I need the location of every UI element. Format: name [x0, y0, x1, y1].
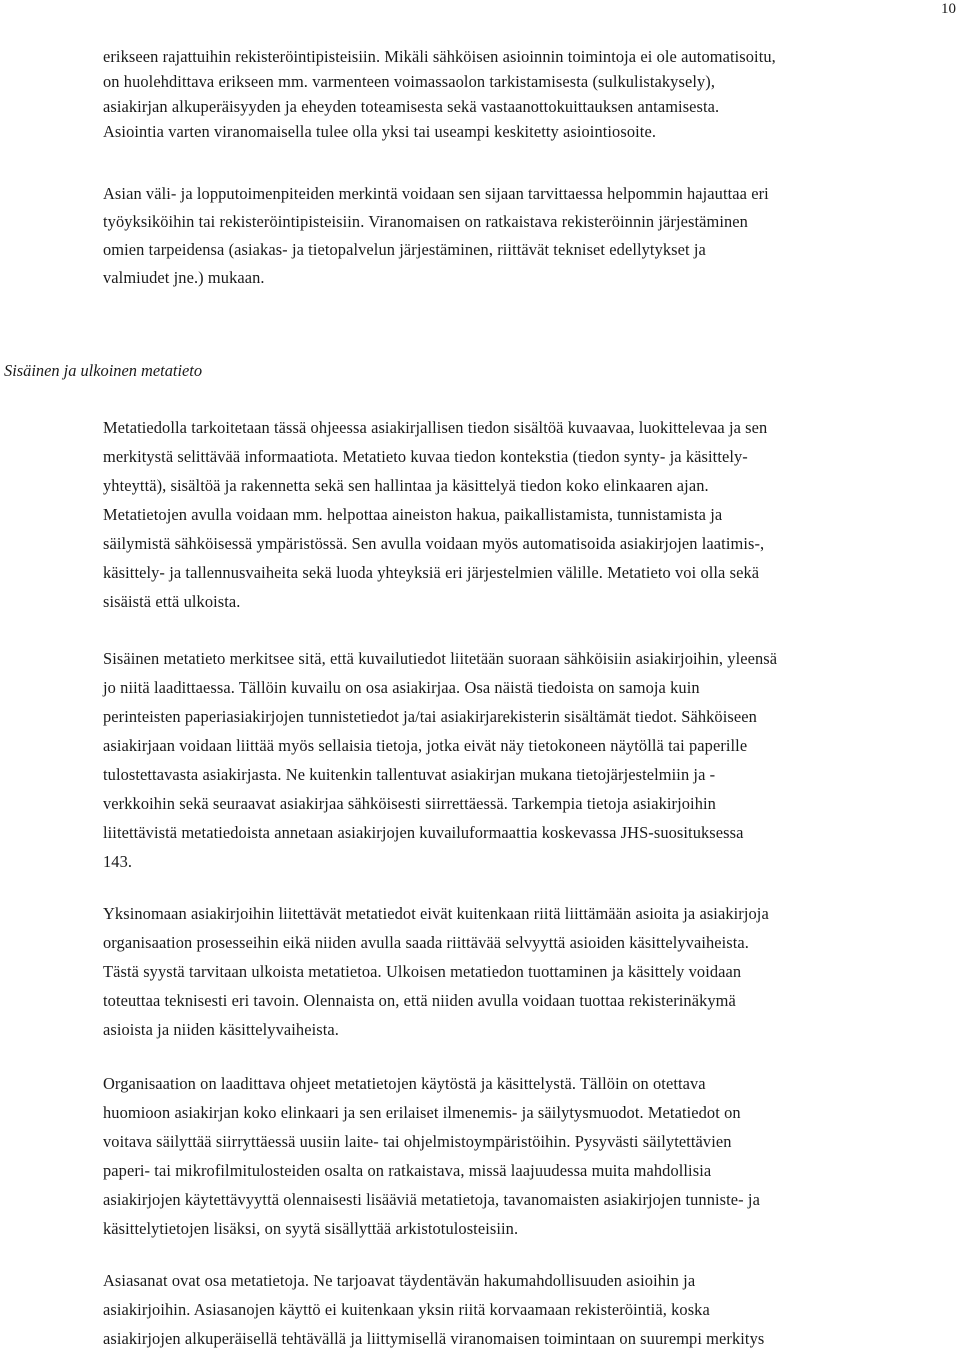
text-line: huomioon asiakirjan koko elinkaari ja sen erilaiset ilmenemis- ja säilytysmuodot. Metatiedot on — [103, 1103, 741, 1122]
text-line: säilymistä sähköisessä ympäristössä. Sen avulla voidaan myös automatisoida asiakirjojen laatimis-, — [103, 534, 765, 553]
text-line: käsittely- ja tallennusvaiheita sekä luoda yhteyksiä eri järjestelmien välille. Metatieto voi olla sekä — [103, 563, 760, 582]
text-line: Yksinomaan asiakirjoihin liitettävät metatiedot eivät kuitenkaan riitä liittämään asioita ja asiakirjoja — [103, 904, 769, 923]
text-line: verkkoihin sekä seuraavat asiakirjaa sähköisesti siirrettäessä. Tarkempia tietoja asiakirjoihin — [103, 794, 716, 813]
text-line: organisaation prosesseihin eikä niiden avulla saada riittävää selvyyttä asioiden käsittelyvaiheista. — [103, 933, 750, 952]
text-line: Asiasanat ovat osa metatietoja. Ne tarjoavat täydentävän hakumahdollisuuden asioihin ja — [103, 1271, 696, 1290]
paragraph-internal-metadata — [103, 644, 951, 876]
text-line: asiakirjojen käytettävyyttä olennaisesti lisääviä metatietoja, tavanomaisten asiakirjojen tunniste- ja — [103, 1190, 760, 1209]
text-line: sisäistä että ulkoista. — [103, 592, 241, 611]
text-line: on huolehdittava erikseen mm. varmenteen voimassaolon tarkistamisesta (sulkulistakysely), — [103, 72, 716, 91]
text-line: 143. — [103, 852, 133, 871]
text-line: tulostettavasta asiakirjasta. Ne kuitenkin tallentuvat asiakirjan mukana tietojärjestelmiin ja - — [103, 765, 716, 784]
text-line: erikseen rajattuihin rekisteröintipisteisiin. Mikäli sähköisen asioinnin toimintoja ei ole automatisoitu, — [103, 47, 776, 66]
text-line: asiakirjaan voidaan liittää myös sellaisia tietoja, jotka eivät näy tietokoneen näytöllä tai paperille — [103, 736, 748, 755]
text-line: käsittelytietojen lisäksi, on syytä sisällyttää arkistotulosteisiin. — [103, 1219, 519, 1238]
section-heading: Sisäinen ja ulkoinen metatieto — [4, 361, 203, 380]
text-line: valmiudet jne.) mukaan. — [103, 268, 265, 287]
text-line: jo niitä laadittaessa. Tällöin kuvailu on osa asiakirjaa. Osa näistä tiedoista on samoja kuin — [103, 678, 700, 697]
text-line: asiakirjojen alkuperäisellä tehtävällä ja liittymisellä viranomaisen toimintaan on suurempi merkitys — [103, 1329, 765, 1348]
text-line: Sisäinen metatieto merkitsee sitä, että kuvailutiedot liitetään suoraan sähköisiin asiakirjoihin, yleensä — [103, 649, 778, 668]
paragraph-registration — [103, 180, 951, 292]
text-line: toteuttaa teknisesti eri tavoin. Olennaista on, että niiden avulla voidaan tuottaa rekisterinäkymä — [103, 991, 736, 1010]
page-number: 10 — [941, 1, 956, 17]
text-line: perinteisten paperiasiakirjojen tunnistetiedot ja/tai asiakirjarekisterin sisältämät tiedot. Sähköiseen — [103, 707, 757, 726]
text-line: liitettävistä metatiedoista annetaan asiakirjojen kuvailuformaattia koskevassa JHS-suosituksessa — [103, 823, 744, 842]
text-line: asiakirjan alkuperäisyyden ja eheyden toteamisesta sekä vastaanottokuittauksen antamisesta. — [103, 97, 720, 116]
text-line: Metatietojen avulla voidaan mm. helpottaa aineiston hakua, paikallistamista, tunnistamista ja — [103, 505, 723, 524]
text-line: merkitystä selittävää informaatiota. Metatieto kuvaa tiedon kontekstia (tiedon synty- ja käsittely- — [103, 447, 748, 466]
text-line: omien tarpeidensa (asiakas- ja tietopalvelun järjestäminen, riittävät tekniset edellytykset ja — [103, 240, 706, 259]
paragraph-external-metadata — [103, 899, 951, 1044]
text-line: Tästä syystä tarvitaan ulkoista metatietoa. Ulkoisen metatiedon tuottaminen ja käsittely voidaan — [103, 962, 742, 981]
text-line: Asiointia varten viranomaisella tulee olla yksi tai useampi keskitetty asiointiosoite. — [103, 122, 657, 141]
text-line: yhteyttä), sisältöä ja rakennetta sekä sen hallintaa ja käsittelyä tiedon koko elinkaaren ajan. — [103, 476, 709, 495]
text-line: Organisaation on laadittava ohjeet metatietojen käytöstä ja käsittelystä. Tällöin on otettava — [103, 1074, 706, 1093]
paragraph-metadata-definition — [103, 413, 951, 616]
text-line: voitava säilyttää siirryttäessä uusiin laite- tai ohjelmistoympäristöihin. Pysyvästi säilytettävien — [103, 1132, 732, 1151]
paragraph-keywords — [103, 1266, 951, 1353]
paragraph-electronic-services — [103, 44, 951, 144]
paragraph-metadata-guidelines — [103, 1069, 951, 1243]
text-line: Asian väli- ja lopputoimenpiteiden merkintä voidaan sen sijaan tarvittaessa helpommin hajauttaa eri — [103, 184, 769, 203]
text-line: Metatiedolla tarkoitetaan tässä ohjeessa asiakirjallisen tiedon sisältöä kuvaavaa, luokittelevaa ja sen — [103, 418, 768, 437]
text-line: työyksiköihin tai rekisteröintipisteisiin. Viranomaisen on ratkaistava rekisteröinnin järjestäminen — [103, 212, 748, 231]
text-line: asioista ja niiden käsittelyvaiheista. — [103, 1020, 339, 1039]
text-line: paperi- tai mikrofilmitulosteiden osalta on ratkaistava, missä laajuudessa muita mahdollisia — [103, 1161, 712, 1180]
text-line: asiakirjoihin. Asiasanojen käyttö ei kuitenkaan yksin riitä korvaamaan rekisteröintiä, koska — [103, 1300, 710, 1319]
